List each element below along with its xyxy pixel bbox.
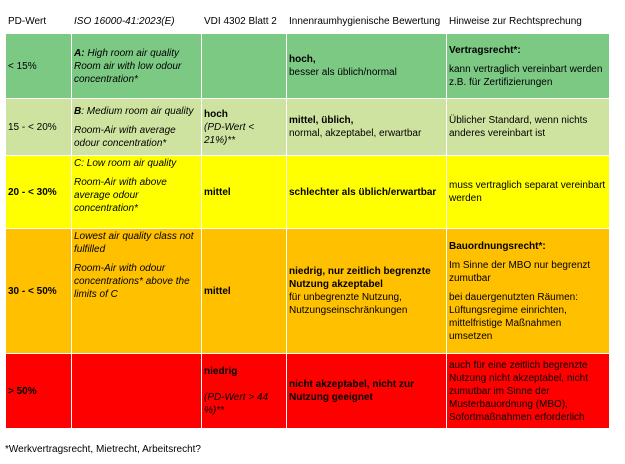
vdi-cell: mittel: [202, 156, 287, 229]
table-row: [6, 229, 610, 354]
law-cell: muss vertraglich separat vereinbart werden: [447, 156, 610, 229]
vdi-cell: mittel: [202, 229, 287, 354]
pd-value: < 15%: [6, 34, 72, 99]
table-row: [6, 99, 610, 156]
pd-value: 15 - < 20%: [6, 99, 72, 156]
rating-cell: mittel, üblich, normal, akzeptabel, erwartbar: [287, 99, 447, 156]
rating-cell: hoch, besser als üblich/normal: [287, 34, 447, 99]
vdi-cell: hoch (PD-Wert < 21%)**: [202, 99, 287, 156]
law-cell: Vertragsrecht*: kann vertraglich vereinbart werden z.B. für Zertifizierungen: [447, 34, 610, 99]
iso-class: A:: [74, 47, 85, 59]
classification-table: [5, 8, 610, 429]
header-row: [6, 9, 610, 34]
vdi-cell: [202, 34, 287, 99]
table-row: [6, 34, 610, 99]
header-vdi: VDI 4302 Blatt 2: [202, 9, 287, 34]
pd-value: 30 - < 50%: [6, 229, 72, 354]
iso-cell: C: Low room air quality Room-Air with above average odour concentration*: [72, 156, 202, 229]
iso-cell: A: High room air quality Room air with low odour concentration*: [72, 34, 202, 99]
header-rating: Innenraumhygienische Bewertung: [287, 9, 447, 34]
header-pd: PD-Wert: [6, 9, 72, 34]
rating-cell: niedrig, nur zeitlich begrenzte Nutzung akzeptabel für unbegrenzte Nutzung, Nutzungseinschränkungen: [287, 229, 447, 354]
vdi-cell: niedrig (PD-Wert > 44 %)**: [202, 354, 287, 429]
table-row: [6, 354, 610, 429]
law-cell: Bauordnungsrecht*: Im Sinne der MBO nur begrenzt zumutbar bei dauergenutzten Räumen: Lüftungsregime einrichten, mittelfristige Maßnahmen umsetzen: [447, 229, 610, 354]
iso-cell: Lowest air quality class not fulfilled Room-Air with odour concentrations* above the limits of C: [72, 229, 202, 354]
pd-value: > 50%: [6, 354, 72, 429]
table-row: [6, 156, 610, 229]
law-cell: auch für eine zeitlich begrenzte Nutzung nicht akzeptabel, nicht zumutbar im Sinne der Musterbauordnung (MBO), Sofortmaßnahmen erforderlich: [447, 354, 610, 429]
iso-cell: [72, 354, 202, 429]
pd-value: 20 - < 30%: [6, 156, 72, 229]
iso-cell: B: Medium room air quality Room-Air with average odour concentration*: [72, 99, 202, 156]
rating-cell: schlechter als üblich/erwartbar: [287, 156, 447, 229]
law-cell: Üblicher Standard, wenn nichts anderes vereinbart ist: [447, 99, 610, 156]
header-law: Hinweise zur Rechtsprechung: [447, 9, 610, 34]
header-iso: ISO 16000-41:2023(E): [72, 9, 202, 34]
rating-cell: nicht akzeptabel, nicht zur Nutzung geeignet: [287, 354, 447, 429]
footnote: *Werkvertragsrecht, Mietrecht, Arbeitsrecht?: [5, 444, 201, 455]
